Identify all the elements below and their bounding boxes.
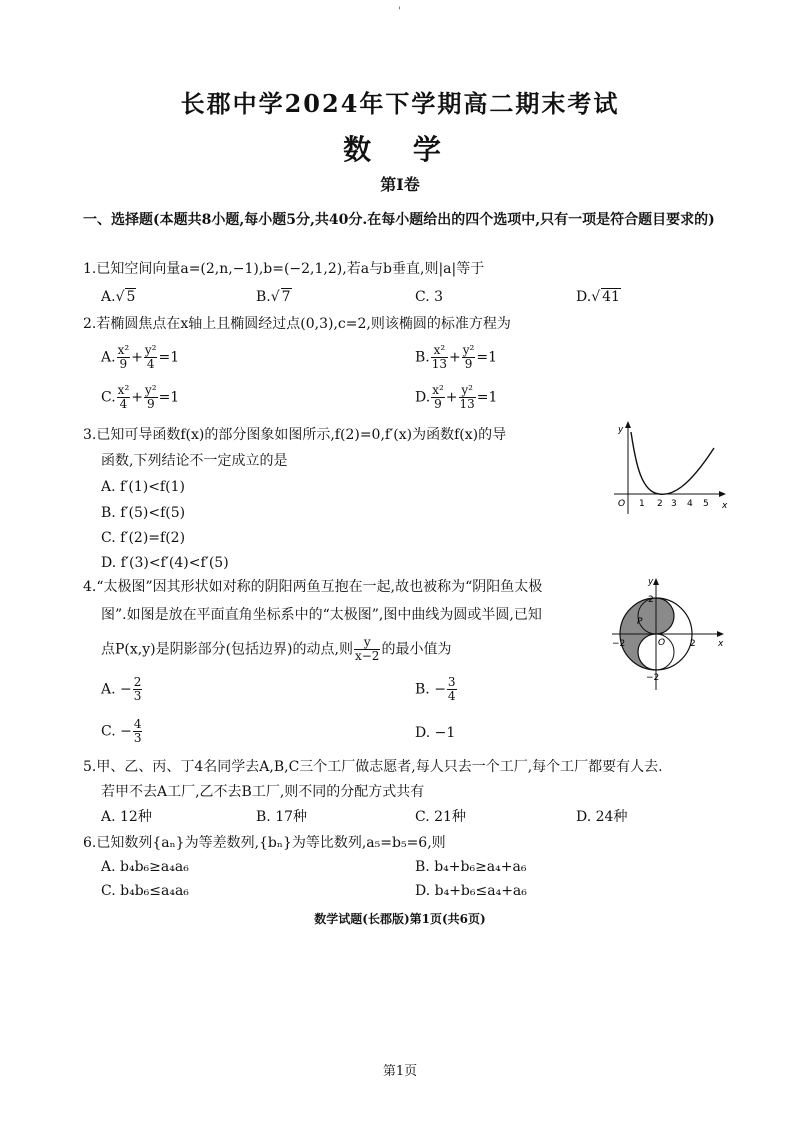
q1-option-b-label: B. [256, 289, 271, 305]
q4-c-den: 3 [133, 731, 142, 745]
q2-c-frac1 [117, 384, 131, 411]
q3-tick-2: 2 [657, 499, 663, 509]
question-4-stem-line2: 图”.如图是放在平面直角坐标系中的“太极图”,图中曲线为圆或半圆,已知 [101, 607, 542, 623]
section-heading: 一、选择题(本题共8小题,每小题5分,共40分.在每小题给出的四个选项中,只有一项是符合题目要求的) [83, 212, 715, 228]
q4-y-arrow-icon [653, 578, 659, 585]
question-3-stem-line2: 函数,下列结论不一定成立的是 [101, 453, 288, 469]
question-4-stem-line1: 4.“太极图”因其形状如对称的阴阳两鱼互抱在一起,故也被称为“阴阳鱼太极 [83, 579, 543, 595]
q2-d-den1: 9 [434, 397, 442, 411]
question-4-stem-line3 [101, 636, 601, 663]
q4-x-label: x [718, 639, 724, 649]
q2-b-num1: x² [431, 344, 448, 358]
q4-b-num: 3 [447, 675, 456, 689]
q4-b-den: 4 [447, 689, 456, 703]
q2-c-den2: 9 [146, 397, 155, 411]
q4-a-frac [133, 676, 143, 703]
q2-d-num2: y² [459, 384, 476, 398]
q6-option-b: B. b₄+b₆≥a₄+a₆ [415, 859, 527, 875]
q2-a-plus: + [131, 349, 143, 366]
q2-c-num2: y² [144, 383, 157, 397]
q2-b-frac2 [462, 344, 476, 371]
q4-stem-frac [354, 636, 380, 663]
q4-c-label: C. − [101, 723, 132, 740]
q2-a-num2: y² [144, 343, 157, 357]
q4-b-frac [447, 676, 457, 703]
q6-option-a: A. b₄b₆≥a₄a₆ [101, 859, 189, 875]
q4-stem-frac-num: y [354, 636, 380, 650]
q2-c-num1: x² [117, 383, 130, 397]
q2-option-c [101, 384, 179, 411]
q3-y-arrow-icon [625, 421, 631, 428]
q4-tick-x2: 2 [690, 639, 696, 649]
q5-option-c: C. 21种 [415, 809, 466, 825]
q6-option-d: D. b₄+b₆≤a₄+a₆ [415, 883, 527, 899]
q4-p-label: P [637, 617, 643, 627]
q4-option-c [101, 718, 143, 745]
q5-option-b: B. 17种 [256, 809, 308, 825]
q4-a-num: 2 [133, 675, 142, 689]
q3-tick-4: 4 [687, 499, 693, 509]
q1-option-d-label: D. [576, 289, 592, 305]
q2-d-den2: 13 [459, 397, 475, 411]
question-5-stem-line2: 若甲不去A工厂,乙不去B工厂,则不同的分配方式共有 [101, 784, 425, 800]
q2-a-eq: =1 [158, 349, 180, 366]
scan-mark: ' [398, 6, 401, 17]
page-footer: 数学试题(长郡版)第1页(共6页) [314, 912, 486, 926]
question-6-stem: 6.已知数列{aₙ}为等差数列,{bₙ}为等比数列,a₅=b₅=6,则 [83, 835, 446, 851]
q4-option-a [101, 676, 143, 703]
q2-c-den1: 4 [119, 397, 128, 411]
q3-origin-label: O [618, 499, 626, 509]
q4-origin-label: O [658, 638, 666, 648]
q3-y-label: y [618, 425, 624, 435]
q4-tick-ym2: −2 [646, 673, 660, 683]
q6-option-c: C. b₄b₆≤a₄a₆ [101, 883, 189, 899]
q4-stem3-part2: 的最小值为 [381, 641, 452, 658]
q2-d-label: D. [415, 389, 431, 406]
q1-option-a: A.√ 5 [101, 289, 136, 305]
q4-option-b [415, 676, 458, 703]
q2-option-d [415, 384, 497, 411]
q4-tick-xm2: −2 [612, 639, 626, 649]
q4-y-label: y [648, 577, 654, 587]
q1-option-b-radicand: 7 [281, 289, 291, 305]
q4-tick-y2: 2 [648, 595, 654, 605]
q3-x-label: x [722, 501, 728, 511]
q4-c-num: 4 [133, 717, 142, 731]
q3-tick-5: 5 [703, 499, 709, 509]
q4-a-den: 3 [133, 689, 142, 703]
q1-option-c: C. 3 [415, 289, 444, 305]
q3-option-d: D. f′(3)<f′(4)<f′(5) [101, 555, 229, 571]
q2-c-plus: + [131, 389, 143, 406]
q2-d-plus: + [445, 389, 458, 406]
q2-option-a [101, 344, 179, 371]
q2-a-den2: 4 [146, 357, 155, 371]
q2-c-label: C. [101, 389, 116, 406]
q3-x-arrow-icon [719, 491, 726, 497]
q2-d-eq: =1 [476, 389, 498, 406]
q2-a-frac1 [117, 344, 131, 371]
q3-option-b: B. f′(5)<f(5) [101, 505, 186, 521]
page-number: 第1页 [382, 1064, 418, 1079]
q2-b-label: B. [415, 349, 430, 366]
q2-d-num1: x² [432, 383, 444, 397]
q4-b-label: B. − [415, 681, 446, 698]
q2-a-frac2 [144, 344, 158, 371]
q1-option-a-label: A. [101, 289, 116, 305]
question-2-stem: 2.若椭圆焦点在x轴上且椭圆经过点(0,3),c=2,则该椭圆的标准方程为 [83, 316, 511, 332]
q3-curve [631, 432, 714, 494]
question-1-stem: 1.已知空间向量a=(2,n,−1),b=(−2,1,2),若a与b垂直,则|a|等于 [83, 261, 485, 277]
q1-option-d: D.√ 41 [576, 289, 620, 305]
q1-option-a-radicand: 5 [126, 289, 136, 305]
question-5-stem-line1: 5.甲、乙、丙、丁4名同学去A,B,C三个工厂做志愿者,每人只去一个工厂,每个工厂都要有人去. [83, 759, 663, 775]
exam-title: 长郡中学2024年下学期高二期末考试 [180, 89, 620, 118]
q3-option-a: A. f′(1)<f(1) [101, 479, 185, 495]
q2-b-num2: y² [462, 343, 475, 357]
q5-option-d: D. 24种 [576, 809, 628, 825]
q4-a-label: A. − [101, 681, 132, 698]
q2-b-den2: 9 [464, 357, 473, 371]
subject-title: 数 学 [343, 133, 457, 166]
q3-function-graph [604, 418, 728, 514]
q2-option-b [415, 344, 497, 371]
q2-c-eq: =1 [158, 389, 180, 406]
question-3-stem-line1: 3.已知可导函数f(x)的部分图象如图所示,f(2)=0,f′(x)为函数f(x)的导 [83, 427, 507, 443]
q2-b-den1: 13 [431, 357, 448, 371]
q4-option-d: D. −1 [415, 725, 456, 741]
q4-stem-frac-den: x−2 [354, 649, 380, 663]
q1-option-d-radicand: 41 [602, 289, 620, 305]
q2-a-label: A. [101, 349, 116, 366]
q4-taiji-graph [608, 574, 728, 694]
q4-c-frac [133, 718, 143, 745]
q2-c-frac2 [144, 384, 158, 411]
q3-tick-3: 3 [671, 499, 677, 509]
q1-option-b: B.√ 7 [256, 289, 291, 305]
q2-d-frac1 [431, 384, 445, 411]
volume-label: 第Ⅰ卷 [380, 175, 420, 194]
q2-b-frac1 [431, 344, 448, 371]
q2-a-den1: 9 [119, 357, 128, 371]
q2-d-frac2 [459, 384, 476, 411]
q2-a-num1: x² [117, 343, 130, 357]
q3-tick-1: 1 [639, 499, 645, 509]
q2-b-plus: + [449, 349, 461, 366]
q4-x-arrow-icon [717, 631, 724, 637]
q5-option-a: A. 12种 [101, 809, 152, 825]
q4-stem3-part1: 点P(x,y)是阴影部分(包括边界)的动点,则 [101, 641, 353, 658]
q2-b-eq: =1 [476, 349, 497, 366]
q3-option-c: C. f′(2)=f(2) [101, 530, 186, 546]
